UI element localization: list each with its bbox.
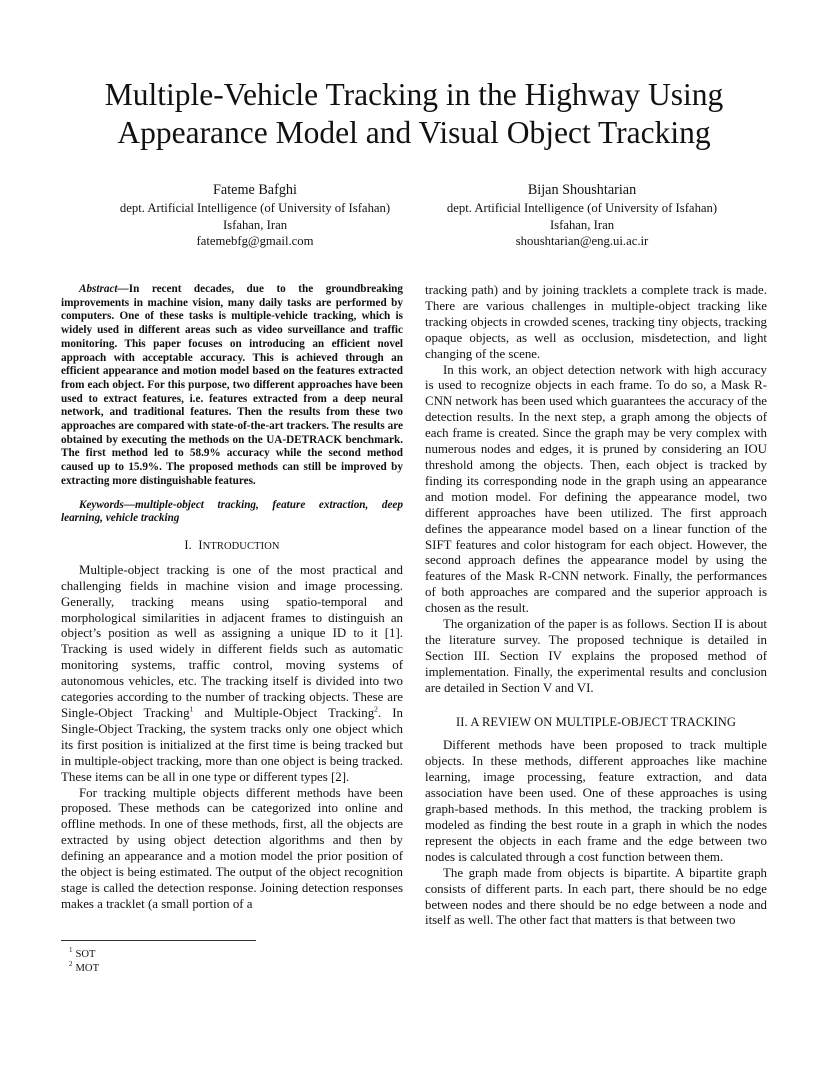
- author-block-2: [412, 181, 752, 250]
- title-line-1: Multiple-Vehicle Tracking in the Highway Using: [104, 77, 724, 112]
- footnote-2: $^2$ MOT: [69, 960, 100, 974]
- author-block-1: [85, 181, 425, 250]
- intro-paragraph-2: For tracking multiple objects different methods have been proposed. These methods can be categorized into online and offline methods. In one of these methods, first, all the objects are extracted by using object detection algorithms and then by defining an appearance and a motion model the prior position of the object is being estimated. The output of the object recognition stage is called the detection response. Joining detection responses makes a tracklet (a small portion of a: [61, 785, 403, 911]
- author-location: Isfahan, Iran: [222, 217, 288, 232]
- intro-paragraph-4: The organization of the paper is as follows. Section II is about the literature survey. The proposed technique is detailed in Section III. Section IV explains the proposed method of implementation. Finally, the experimental results and conclusion are detailed in Section V and VI.: [425, 617, 767, 695]
- section-heading-introduction: I. INTRODUCTION: [184, 537, 280, 552]
- review-paragraph-1: Different methods have been proposed to track multiple objects. In these methods, different approaches like machine learning, image processing, feature extraction, and data association have been used. One of these approaches is using graph-based methods. In this method, the tracking problem is modeled as finding the best route in a graph in which the nodes represent the objects in each frame and the edge between two nodes is calculated through a cost function between them.: [425, 738, 767, 864]
- keywords-label: Keywords: [79, 498, 124, 511]
- abstract-label: Abstract: [79, 283, 118, 295]
- footnotes: [69, 948, 99, 976]
- intro-paragraph-2-continued: tracking path) and by joining tracklets a complete track is made. There are various challenges in multiple-object tracking like tracking objects in crowded scenes, tracking tiny objects, tracking opaque objects, as well as occlusion, misdetection, and light changing of the scene.: [425, 283, 767, 361]
- footnote-ref-1: 1: [189, 704, 194, 714]
- footnote-ref-2: 2: [374, 704, 378, 714]
- intro-paragraph-1: Multiple-object tracking is one of the most practical and challenging fields in machine vision and image processing. Generally, tracking means using spatio-temporal and morphological similarities in adjacent frames to distinguish an object’s position as well as assigning a unique ID to it [1]. Tracking is used widely in different fields such as automatic monitoring systems, traffic control, moving systems of autonomous vehicles, etc. The tracking itself is divided into two categories according to the number of tracking objects. These are Single-Object Tracking$^1$ and Multiple-Object Tracking$^2$. In Single-Object Tracking, the system tracks only one object which its first position is initialized at the first time is being tracked but in multiple-object tracking, more than one object is being tracked. These items can be all in one type or different types [2].: [61, 562, 403, 784]
- author-email: shoushtarian@eng.ui.ac.ir: [515, 234, 649, 248]
- intro-paragraph-3: In this work, an object detection network with high accuracy is used to recognize objects in each frame. To do so, a Mask R-CNN network has been used which guarantees the accuracy of the detection results. In the next step, a graph among the objects of each frame is created. Since the graph may be very complex with numerous nodes and edges, it is pruned by considering an IOU threshold among the objects. Then, each object is tracked by finding its corresponding node in the graph using an appearance and motion model. For defining the appearance model, two different approaches have been utilized. The first approach defines the appearance model based on a linear function of the SIFT features and color histogram for each object. However, the second approach defines the appearance model by using the features of the Mask R-CNN network. Finally, the performances of both approaches are compared and the superior approach is chosen as the result.: [425, 362, 767, 616]
- keywords: Keywords—multiple-object tracking, feature extraction, deep learning, vehicle tracking: [61, 498, 403, 525]
- paper-title: [60, 76, 768, 152]
- title-line-2: Appearance Model and Visual Object Tracking: [117, 115, 711, 150]
- right-column: [425, 283, 767, 929]
- author-location: Isfahan, Iran: [549, 217, 615, 232]
- abstract: Abstract—In recent decades, due to the groundbreaking improvements in machine vision, many daily tasks are performed by computers. One of these tasks is multiple-vehicle tracking, which is widely used in different areas such as video surveillance and traffic monitoring. This paper focuses on introducing an efficient novel approach with acceptable accuracy. This is achieved through an efficient appearance and motion model based on the features extracted from each object. For this purpose, two different approaches have been used to extract features, i.e. features extracted from a deep neural network, and traditional features. Then the results from these two approaches are compared with state-of-the-art trackers. The results are obtained by executing the methods on the UA-DETRACK benchmark. The first method led to 58.9% accuracy while the second method caused up to 15.9%. The proposed methods can still be improved by extracting more distinguishable features.: [61, 283, 403, 487]
- author-email: fatemebfg@gmail.com: [196, 234, 314, 248]
- author-name: Bijan Shoushtarian: [527, 182, 637, 198]
- author-name: Fateme Bafghi: [213, 182, 297, 198]
- footnote-1: $^1$ SOT: [69, 946, 96, 960]
- author-affiliation: dept. Artificial Intelligence (of University of Isfahan): [119, 201, 391, 215]
- footnote-divider: [61, 940, 256, 941]
- left-column: [61, 283, 403, 913]
- keywords-text: multiple-object tracking, feature extraction, deep learning, vehicle tracking: [61, 498, 403, 525]
- author-affiliation: dept. Artificial Intelligence (of University of Isfahan): [446, 201, 718, 215]
- abstract-text: In recent decades, due to the groundbreaking improvements in machine vision, many daily tasks are performed by computers. One of these tasks is multiple-vehicle tracking, which is widely used in different areas such as video surveillance and traffic monitoring. This paper focuses on introducing an efficient novel approach with acceptable accuracy. This is achieved through an efficient appearance and motion model based on the features extracted from each object. For this purpose, two different approaches have been used to extract features, i.e. features extracted from a deep neural network, and traditional features. Then the results from these two approaches are compared with state-of-the-art trackers. The results are obtained by executing the methods on the UA-DETRACK benchmark. The first method led to 58.9% accuracy while the second method caused up to 15.9%. The proposed methods can still be improved by extracting more distinguishable features.: [61, 283, 403, 487]
- section-heading-review: II. A REVIEW ON MULTIPLE-OBJECT TRACKING: [456, 714, 736, 729]
- review-paragraph-2: The graph made from objects is bipartite. A bipartite graph consists of different parts. In each part, there should be no edge between nodes and there should be no edge between a node and itself as well. The other fact that matters is that between two: [425, 865, 767, 928]
